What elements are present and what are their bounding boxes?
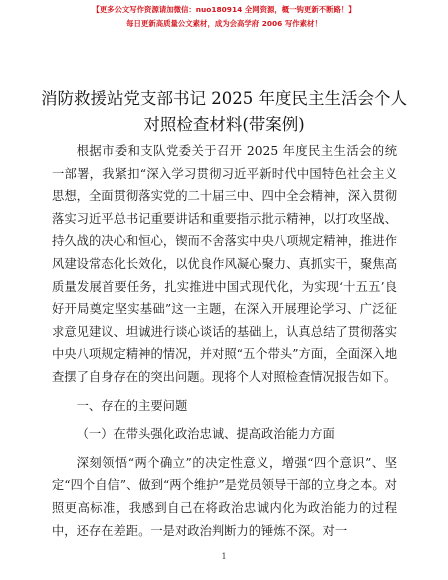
banner-line-2: 每日更新高质量公文素材，成为会高学府 2006 写作素材！ <box>126 19 322 28</box>
intro-paragraph: 根据市委和支队党委关于召开 2025 年度民主生活会的统一部署，我紧扣“深入学习贯彻习近平新时代中国特色社会主义思想，全面贯彻落实党的二十届三中、四中全会精神，深入贯彻落实习近平总书记重要讲话和重要指示批示精神，以打攻坚战、持久战的决心和恒心，锲而不舍落实中央八项规定精神，推进作风建设常态化长效化，以优良作风凝心聚力、真抓实干，聚焦高质量发展首要任务，扎实推进中国式现代化，为实现‘十五五’良好开局奠定坚实基础”这一主题，在深入开展理论学习、广泛征求意见建议、坦诚进行谈心谈话的基础上，认真总结了贯彻落实中央八项规定精神的情况，并对照“五个带头”方面，全面深入地查摆了自身存在的突出问题。现将个人对照检查情况报告如下。 <box>52 144 397 384</box>
subsection-heading-1: （一）在带头强化政治忠诚、提高政治能力方面 <box>76 427 335 442</box>
page-number: 1 <box>221 552 227 561</box>
document-body <box>52 140 397 542</box>
document-title: 消防救援站党支部书记 2025 年度民主生活会个人对照检查材料(带案例) <box>41 89 407 134</box>
section-1-paragraph: 深刻领悟“两个确立”的决定性意义，增强“四个意识”、坚定“四个自信”、做到“两个维护”是党员领导干部的立身之本。对照更高标准，我感到自己在将政治忠诚内化为政治能力的过程中，还存在差距。一是对政治判断力的锤炼不深。对一 <box>52 455 397 538</box>
promo-banner <box>0 3 448 31</box>
section-heading-1: 一、存在的主要问题 <box>76 398 188 413</box>
banner-line-1: 【更多公文写作资源请加微信：nuo180914 全网资源，概一钩更新不断路！】 <box>92 5 356 14</box>
